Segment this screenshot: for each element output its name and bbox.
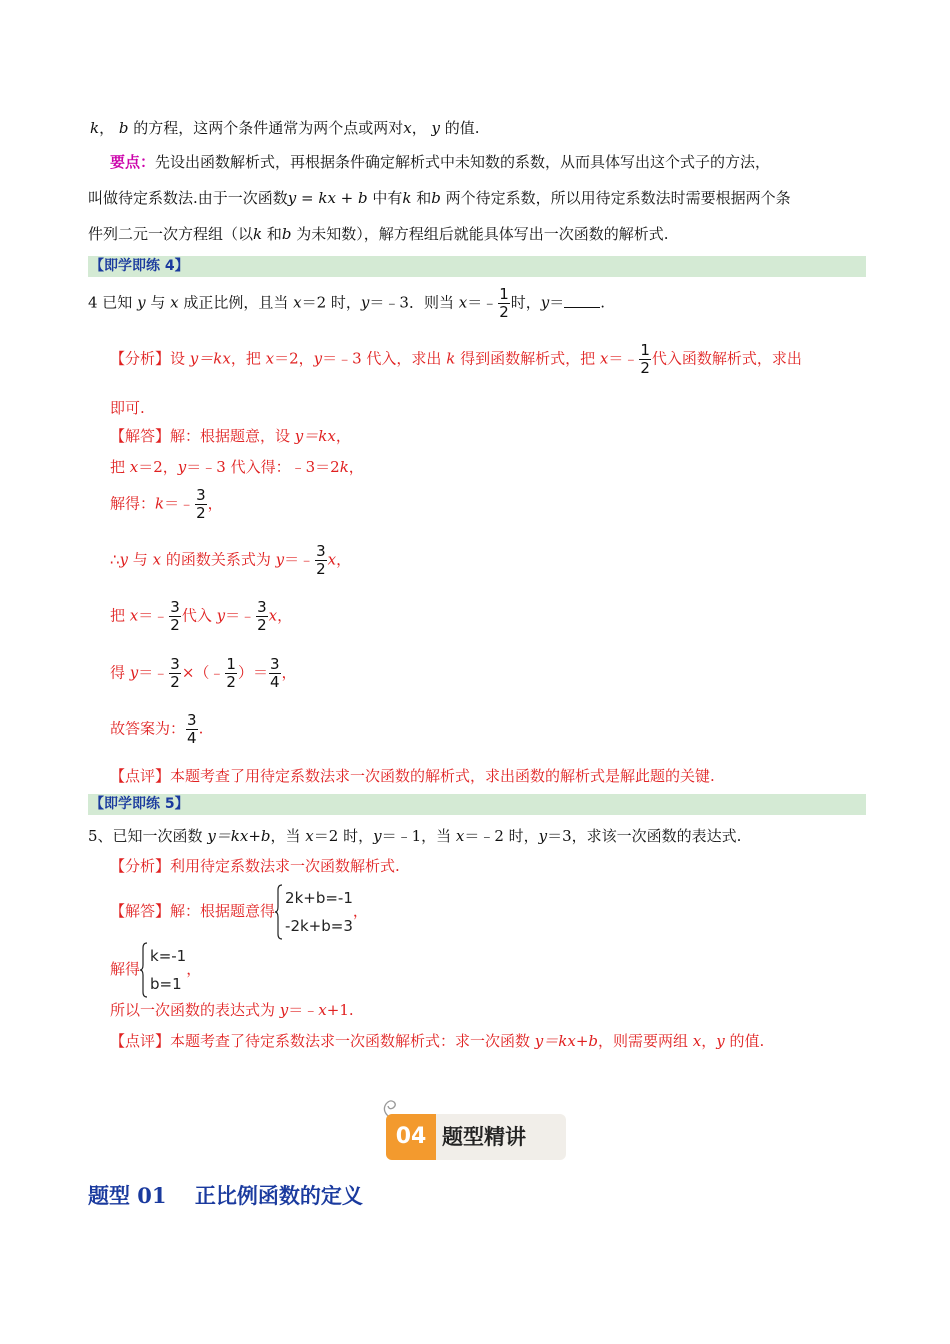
- comment-tag: 【点评】: [110, 1032, 171, 1050]
- exercise-5-comment: 【点评】本题考查了待定系数法求一次函数解析式：求一次函数 y＝kx+b，则需要两组 x，y 的值.: [110, 1032, 765, 1050]
- exercise-4-analysis-cont: 即可.: [110, 399, 145, 417]
- exercise-5-answer-line-2: 解得 k=-1 b=1 ，: [110, 942, 201, 998]
- exercise-4-answer-line-5: 把 x＝﹣ $\frac{3}{2}$ 代入 y＝﹣ $\frac{3}{2}$ x，: [110, 598, 293, 634]
- fraction: $\frac{1}{2}$: [499, 285, 509, 321]
- equation-system: 2k+b=-1 -2k+b=3: [275, 884, 353, 940]
- analysis-tag: 【分析】: [110, 349, 171, 368]
- exercise-4-band: 【即学即练 4】: [88, 256, 866, 277]
- fraction: $\frac{3}{2}$: [170, 598, 180, 634]
- left-brace-icon: [140, 942, 148, 998]
- intro-line-4: 件列二元一次方程组（以k 和b 为未知数），解方程组后就能具体写出一次函数的解析式.: [88, 225, 669, 243]
- left-brace-icon: [275, 884, 283, 940]
- answer-blank: [564, 293, 600, 308]
- topic-heading: 题型 01 正比例函数的定义: [88, 1183, 363, 1208]
- exercise-4-analysis: 【分析】设 y＝kx，把 x＝2，y＝﹣3 代入，求出 k 得到函数解析式，把 x＝﹣ $\frac{1}{2}$ 代入函数解析式，求出: [110, 341, 802, 377]
- exercise-4-answer-line-4: ∴y 与 x 的函数关系式为 y＝﹣ $\frac{3}{2}$ x，: [110, 542, 352, 578]
- fraction: $\frac{3}{2}$: [196, 486, 206, 522]
- exercise-4-answer-line-2: 把 x＝2，y＝﹣3 代入得：﹣3＝2k，: [110, 458, 364, 476]
- fraction: $\frac{3}{2}$: [170, 655, 180, 691]
- intro-line-1: k， b 的方程，这两个条件通常为两个点或两对x， y 的值.: [90, 119, 480, 137]
- exercise-5-analysis: 【分析】利用待定系数法求一次函数解析式.: [110, 857, 400, 875]
- fraction: $\frac{1}{2}$: [640, 341, 650, 377]
- answer-tag: 【解答】: [110, 902, 171, 920]
- exercise-4-answer-line-1: 【解答】解：根据题意，设 y＝kx，: [110, 427, 351, 445]
- intro-line-3: 叫做待定系数法.由于一次函数y = kx + b 中有k 和b 两个待定系数，所以用待定系数法时需要根据两个条: [88, 189, 791, 207]
- key-point-label: 要点：: [110, 153, 156, 171]
- exercise-5-answer-line-1: 【解答】解：根据题意得 2k+b=-1 -2k+b=3 ，: [110, 884, 368, 940]
- exercise-4-answer-line-6: 得 y＝﹣ $\frac{3}{2}$ ×（﹣ $\frac{1}{2}$ ）＝ $\frac{3}{4}$ ，: [110, 655, 297, 691]
- equation-system: k=-1 b=1: [140, 942, 186, 998]
- exercise-4-answer-line-7: 故答案为： $\frac{3}{4}$ .: [110, 711, 204, 747]
- fraction: $\frac{3}{4}$: [187, 711, 197, 747]
- section-number: 04: [386, 1114, 436, 1160]
- exercise-4-comment: 【点评】本题考查了用待定系数法求一次函数的解析式，求出函数的解析式是解此题的关键.: [110, 767, 715, 785]
- fraction: $\frac{3}{4}$: [269, 655, 280, 691]
- exercise-4-question: 4 已知 y 与 x 成正比例，且当 x＝2 时，y＝﹣3．则当 x＝﹣ $\frac{1}{2}$ 时，y＝ .: [88, 285, 606, 321]
- answer-tag: 【解答】: [110, 427, 171, 445]
- fraction: $\frac{3}{2}$: [316, 542, 326, 578]
- intro-line-2: 要点：先设出函数解析式，再根据条件确定解析式中未知数的系数，从而具体写出这个式子的方法，: [110, 153, 771, 171]
- section-label: 题型精讲: [442, 1125, 526, 1149]
- fraction: $\frac{3}{2}$: [257, 598, 267, 634]
- section-badge: [386, 1114, 566, 1160]
- exercise-5-band: 【即学即练 5】: [88, 794, 866, 815]
- exercise-5-answer-line-3: 所以一次函数的表达式为 y＝﹣x+1.: [110, 1001, 354, 1019]
- exercise-4-answer-line-3: 解得：k＝﹣ $\frac{3}{2}$ ，: [110, 486, 223, 522]
- analysis-tag: 【分析】: [110, 857, 171, 875]
- fraction: $\frac{1}{2}$: [226, 655, 236, 691]
- exercise-5-question: 5、已知一次函数 y＝kx+b，当 x＝2 时，y＝﹣1，当 x＝﹣2 时，y＝3，求该一次函数的表达式.: [88, 827, 742, 845]
- comment-tag: 【点评】: [110, 767, 171, 785]
